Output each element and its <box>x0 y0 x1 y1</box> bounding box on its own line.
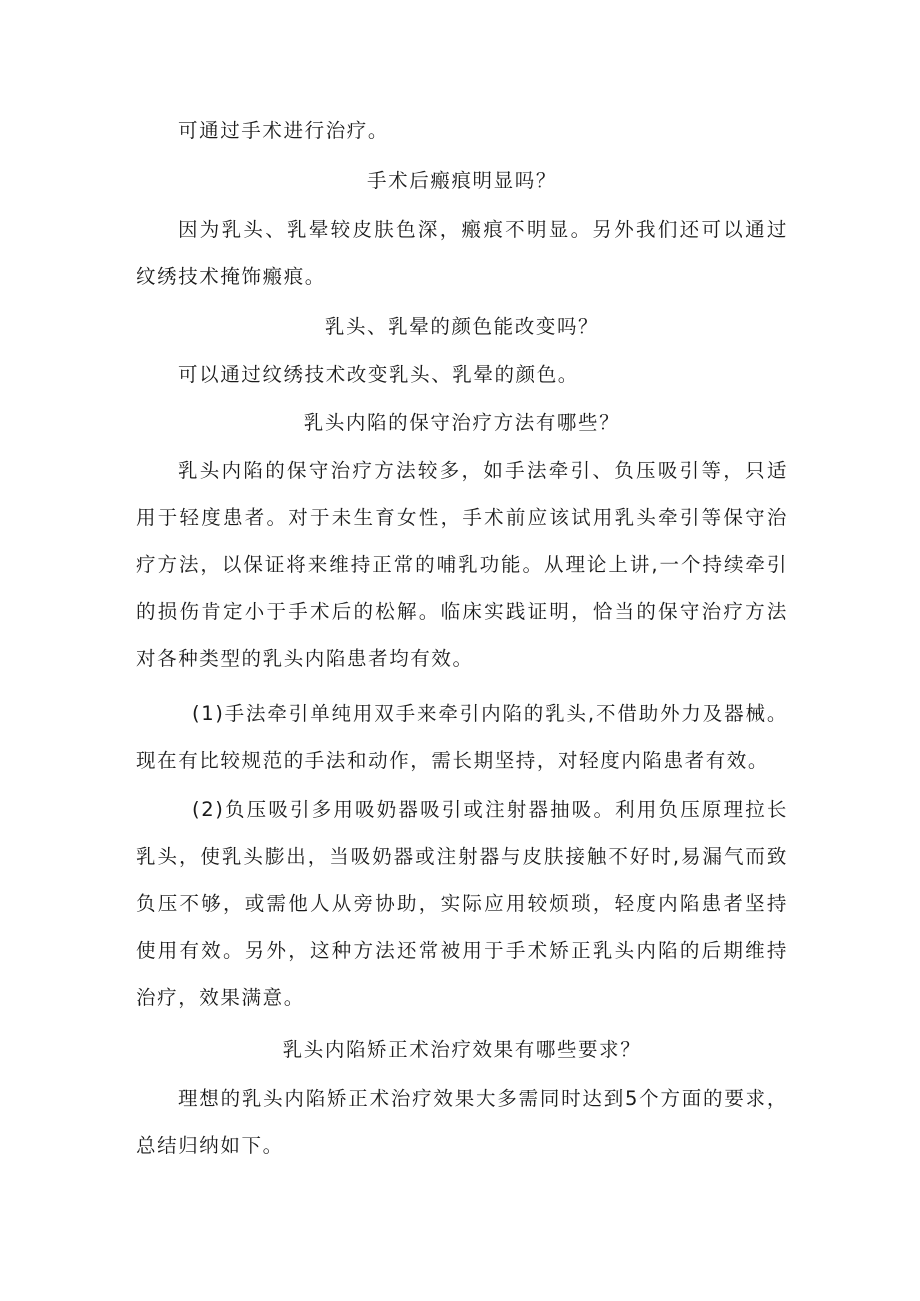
intro-paragraph: 可通过手术进行治疗。 <box>178 119 390 142</box>
conservative-answer-paragraph: 乳头内陷的保守治疗方法较多，如手法牵引、负压吸引等，只适用于轻度患者。对于未生育女性，手术前应该试用乳头牵引等保守治疗方法，以保证将来维持正常的哺乳功能。从理论上讲,一个持续牵引的损伤肯定小于手术后的松解。临床实践证明，恰当的保守治疗方法对各种类型的乳头内陷患者均有效。 <box>136 459 788 670</box>
color-answer-paragraph: 可以通过纹绣技术改变乳头、乳晕的颜色。 <box>178 363 579 386</box>
manual-traction-paragraph: (1)手法牵引单纯用双手来牵引内陷的乳头,不借助外力及器械。现在有比较规范的手法和动作，需长期坚持，对轻度内陷患者有效。 <box>136 702 788 772</box>
scar-question-heading: 手术后瘢痕明显吗？ <box>367 169 557 192</box>
suction-method-paragraph: (2)负压吸引多用吸奶器吸引或注射器抽吸。利用负压原理拉长乳头，使乳头膨出，当吸奶器或注射器与皮肤接触不好时,易漏气而致负压不够，或需他人从旁协助，实际应用较烦琐，轻度内陷患者坚持使用有效。另外，这种方法还常被用于手术矫正乳头内陷的后期维持治疗，效果满意。 <box>136 798 788 1009</box>
requirements-question-heading: 乳头内陷矫正术治疗效果有哪些要求？ <box>282 1038 642 1061</box>
scar-answer-paragraph: 因为乳头、乳晕较皮肤色深，瘢痕不明显。另外我们还可以通过纹绣技术掩饰瘢痕。 <box>136 218 788 288</box>
requirements-answer-paragraph: 理想的乳头内陷矫正术治疗效果大多需同时达到5个方面的要求，总结归纳如下。 <box>136 1087 788 1157</box>
conservative-question-heading: 乳头内陷的保守治疗方法有哪些？ <box>303 411 621 434</box>
color-question-heading: 乳头、乳晕的颜色能改变吗？ <box>324 315 600 338</box>
